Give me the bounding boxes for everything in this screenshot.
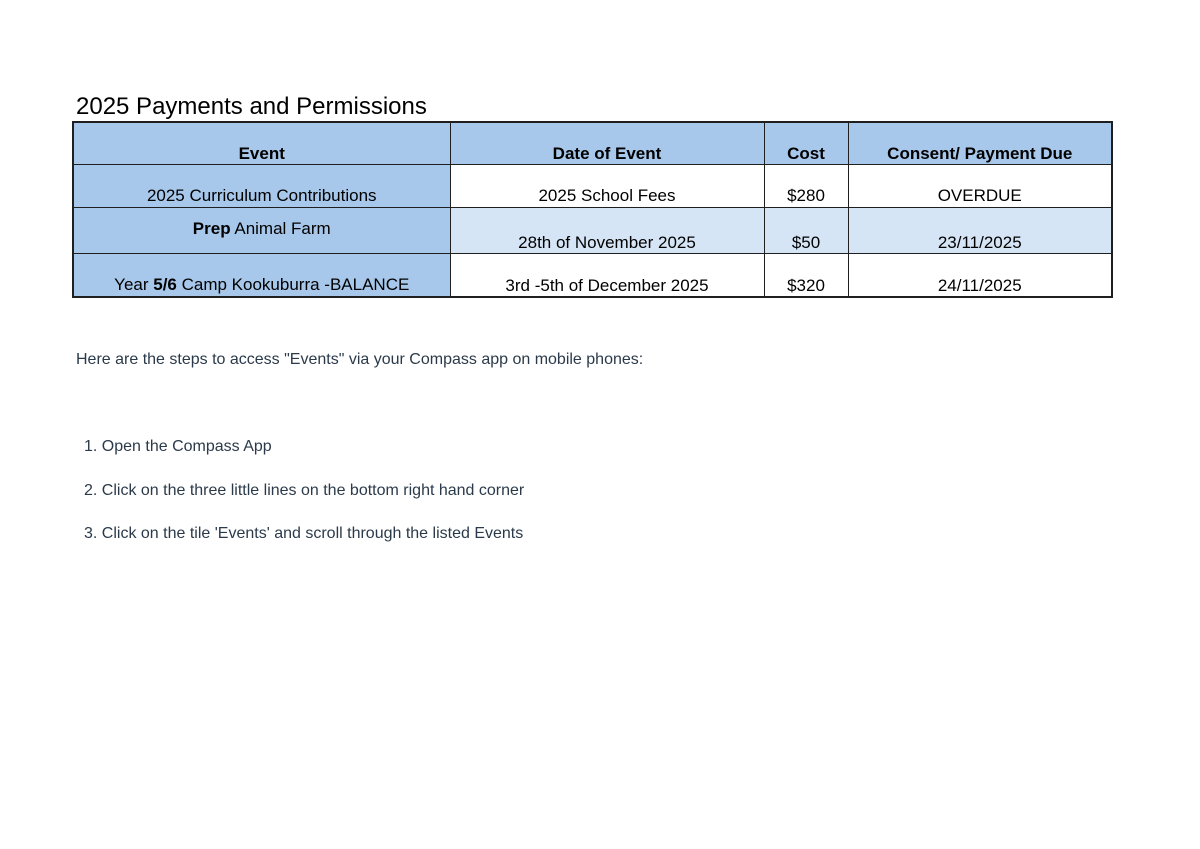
due-cell: 24/11/2025 <box>848 254 1112 298</box>
event-name-bold: 5/6 <box>153 275 177 294</box>
cost-cell: $280 <box>764 165 848 208</box>
event-cell <box>73 165 450 208</box>
column-header-date: Date of Event <box>450 122 764 165</box>
cost-cell: $50 <box>764 208 848 254</box>
list-item: 3. Click on the tile 'Events' and scroll through the listed Events <box>84 525 524 542</box>
table-header-row <box>73 122 1112 165</box>
column-header-event: Event <box>73 122 450 165</box>
date-cell: 28th of November 2025 <box>450 208 764 254</box>
event-name-bold: Prep <box>192 218 231 238</box>
due-cell: OVERDUE <box>848 165 1112 208</box>
date-cell: 3rd -5th of December 2025 <box>450 254 764 298</box>
event-cell <box>73 254 450 298</box>
list-item: 1. Open the Compass App <box>84 438 272 455</box>
table-row <box>73 165 1112 208</box>
table-row <box>73 208 1112 254</box>
document-title: 2025 Payments and Permissions <box>76 93 427 120</box>
payments-table <box>72 121 1113 298</box>
instructions-steps <box>84 437 524 568</box>
due-cell: 23/11/2025 <box>848 208 1112 254</box>
column-header-cost: Cost <box>764 122 848 165</box>
event-name-prefix: Year <box>114 275 154 294</box>
event-name: 2025 Curriculum Contributions <box>146 186 377 205</box>
date-cell: 2025 School Fees <box>450 165 764 208</box>
event-name: Camp Kookuburra -BALANCE <box>176 275 410 294</box>
event-cell <box>73 208 450 254</box>
column-header-due: Consent/ Payment Due <box>848 122 1112 165</box>
list-item: 2. Click on the three little lines on the bottom right hand corner <box>84 481 525 499</box>
event-name: Animal Farm <box>230 218 331 238</box>
cost-cell: $320 <box>764 254 848 298</box>
table-row <box>73 254 1112 298</box>
instructions-intro: Here are the steps to access "Events" via your Compass app on mobile phones: <box>76 351 644 368</box>
